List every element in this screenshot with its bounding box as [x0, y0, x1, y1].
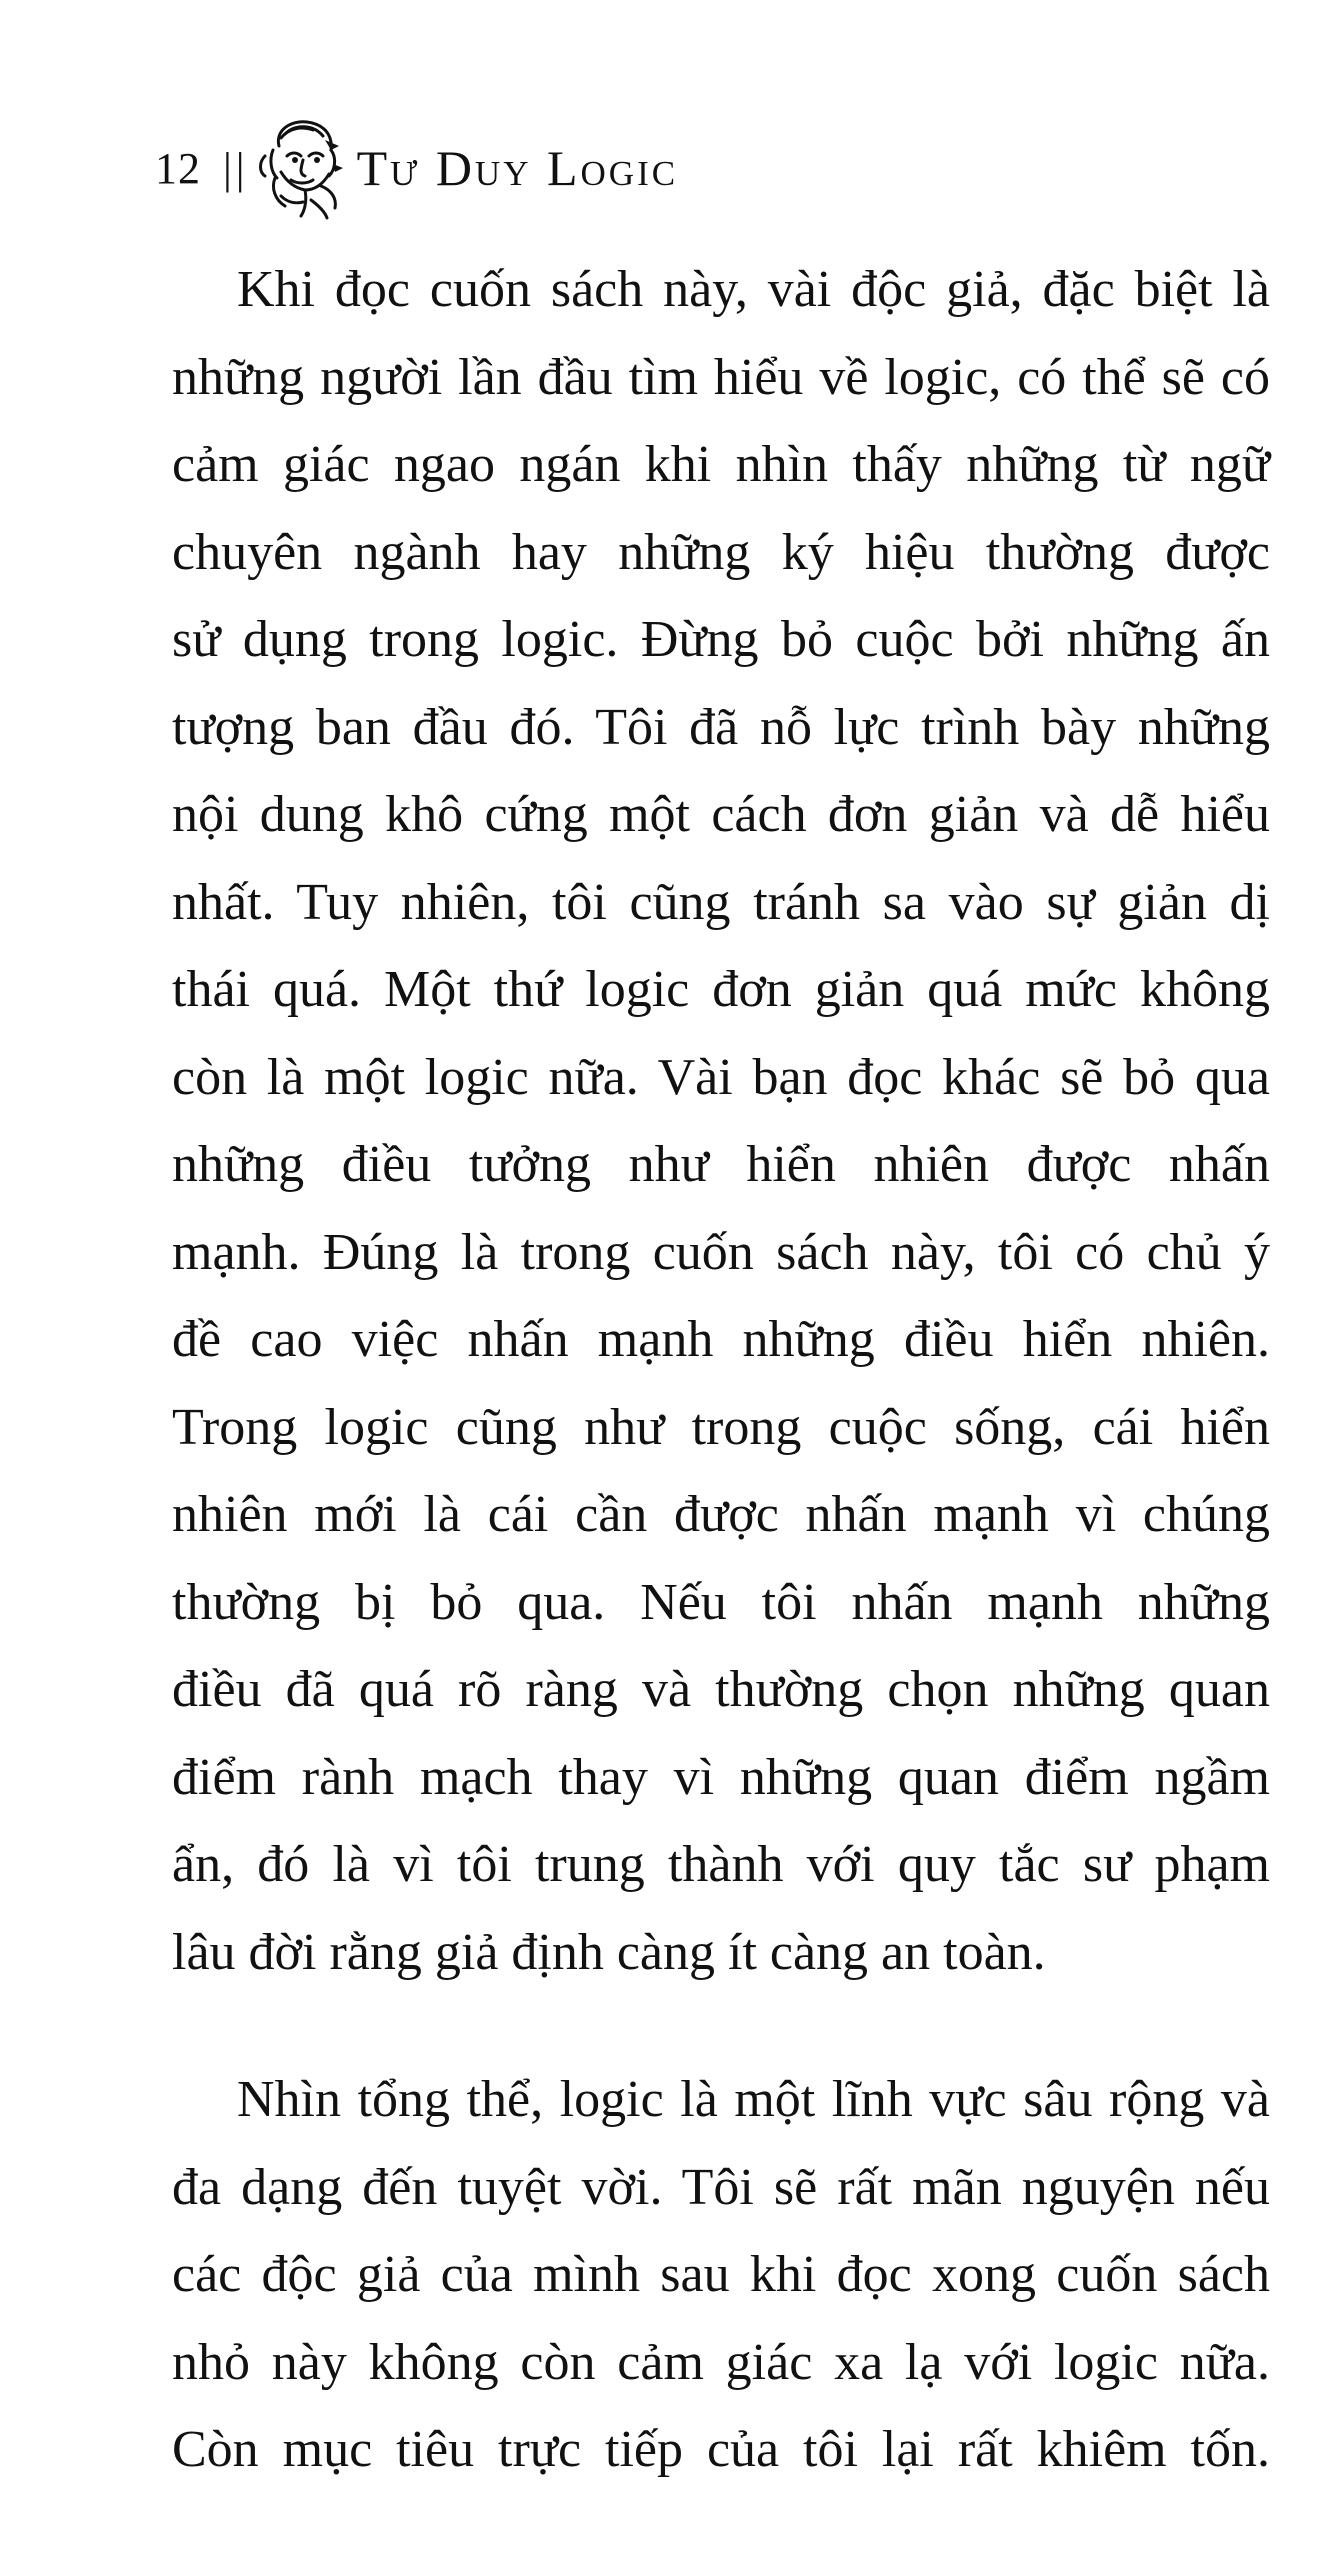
- sketched-portrait-icon: [251, 116, 347, 220]
- text-line: điểm rành mạch thay vì những quan điểm ngầm: [172, 1748, 1270, 1806]
- text-line: nhiên mới là cái cần được nhấn mạnh vì chúng: [172, 1486, 1270, 1543]
- text-line: các độc giả của mình sau khi đọc xong cuốn sách: [172, 2246, 1270, 2303]
- text-line: sử dụng trong logic. Đừng bỏ cuộc bởi những ấn: [172, 611, 1270, 668]
- text-line: nhất. Tuy nhiên, tôi cũng tránh sa vào sự giản dị: [172, 873, 1270, 931]
- paragraph-1: [172, 246, 1270, 1996]
- paragraph-2: [172, 2056, 1270, 2494]
- text-line: tượng ban đầu đó. Tôi đã nỗ lực trình bày những: [172, 698, 1270, 756]
- text-line: đề cao việc nhấn mạnh những điều hiển nhiên.: [172, 1311, 1270, 1368]
- text-line: điều đã quá rõ ràng và thường chọn những quan: [172, 1661, 1270, 1718]
- text-line: Còn mục tiêu trực tiếp của tôi lại rất khiêm tốn.: [172, 2421, 1270, 2478]
- text-line: nội dung khô cứng một cách đơn giản và dễ hiểu: [172, 786, 1270, 843]
- header-separator: ||: [223, 143, 249, 193]
- text-line: chuyên ngành hay những ký hiệu thường được: [172, 523, 1270, 581]
- text-line: thái quá. Một thứ logic đơn giản quá mức không: [172, 961, 1270, 1018]
- text-line: thường bị bỏ qua. Nếu tôi nhấn mạnh những: [172, 1573, 1270, 1631]
- text-line: đa dạng đến tuyệt vời. Tôi sẽ rất mãn nguyện nếu: [172, 2158, 1270, 2216]
- text-line: lâu đời rằng giả định càng ít càng an toàn.: [172, 1923, 1046, 1981]
- text-line: còn là một logic nữa. Vài bạn đọc khác sẽ bỏ qua: [172, 1048, 1270, 1106]
- text-line: Trong logic cũng như trong cuộc sống, cái hiển: [172, 1398, 1270, 1456]
- text-line: những người lần đầu tìm hiểu về logic, có thể sẽ có: [172, 348, 1270, 406]
- text-line: mạnh. Đúng là trong cuốn sách này, tôi có chủ ý: [172, 1223, 1270, 1281]
- page-number: 12: [155, 143, 201, 193]
- body-text: [172, 246, 1270, 2494]
- text-line: Nhìn tổng thể, logic là một lĩnh vực sâu rộng và: [237, 2071, 1270, 2128]
- text-line: Khi đọc cuốn sách này, vài độc giả, đặc biệt là: [237, 261, 1270, 318]
- text-line: nhỏ này không còn cảm giác xa lạ với logic nữa.: [172, 2333, 1270, 2391]
- book-title: Tư Duy Logic: [356, 140, 679, 196]
- running-header: [155, 118, 678, 218]
- text-line: ẩn, đó là vì tôi trung thành với quy tắc sư phạm: [172, 1836, 1270, 1893]
- text-line: những điều tưởng như hiển nhiên được nhấn: [172, 1136, 1270, 1193]
- text-line: cảm giác ngao ngán khi nhìn thấy những từ ngữ: [172, 436, 1270, 493]
